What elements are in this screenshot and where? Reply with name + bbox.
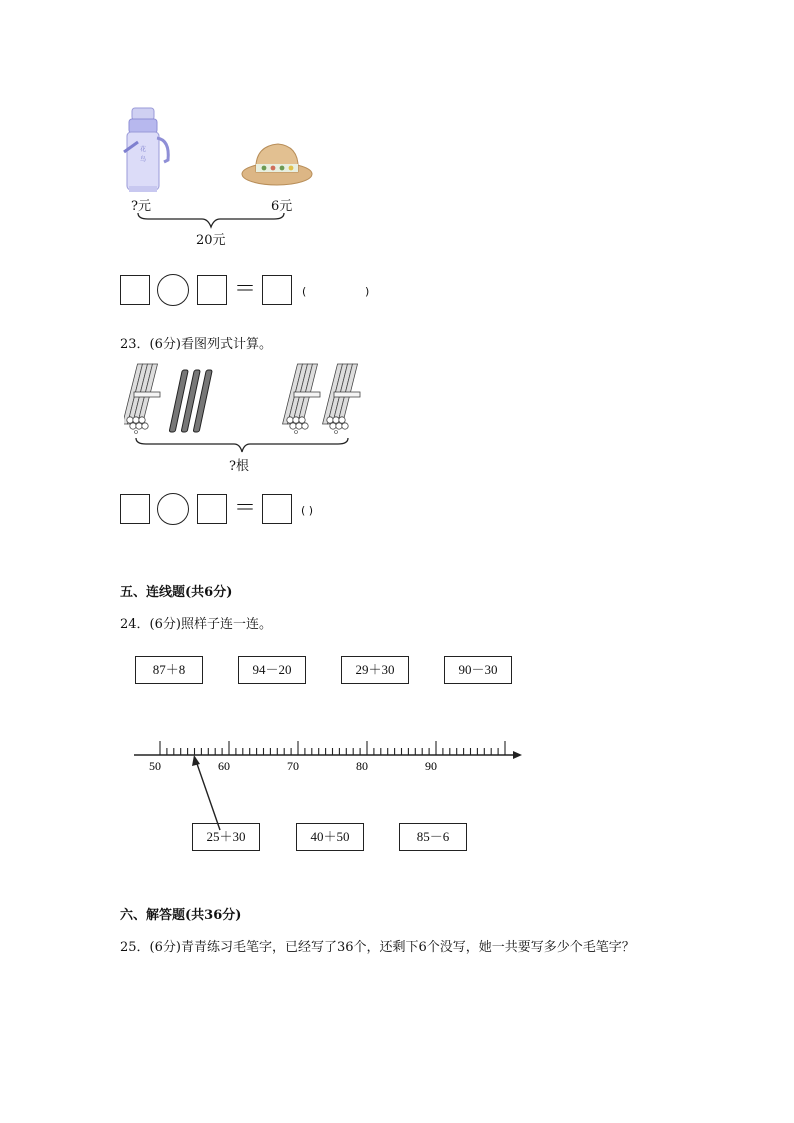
- axis-label: 60: [218, 759, 230, 773]
- axis-label: 90: [425, 759, 437, 773]
- sticks-illustration: [124, 362, 368, 434]
- expression-box[interactable]: 25＋30: [192, 823, 260, 851]
- expression-box[interactable]: 85－6: [399, 823, 467, 851]
- expression-box[interactable]: 29＋30: [341, 656, 409, 684]
- answer-box-2[interactable]: [197, 275, 227, 305]
- axis-label: 70: [287, 759, 299, 773]
- operator-circle[interactable]: [157, 274, 189, 306]
- number-line: [130, 736, 530, 832]
- answer-box-1[interactable]: [120, 275, 150, 305]
- answer-box-result[interactable]: [262, 275, 292, 305]
- q24-title: 24．(6分)照样子连一连。: [120, 617, 272, 632]
- sticks-brace: [134, 436, 350, 454]
- section-title: 五、连线题(共6分): [120, 585, 233, 600]
- thermos-image: [120, 106, 172, 194]
- operator-circle[interactable]: [157, 493, 189, 525]
- flask-price-label: ?元: [131, 199, 151, 214]
- unit-paren-left: (: [302, 285, 307, 298]
- axis-label: 50: [149, 759, 161, 773]
- svg-text:花: 花: [140, 147, 147, 153]
- total-brace: [136, 211, 286, 229]
- equals-sign: ＝: [234, 496, 257, 521]
- equals-sign: ＝: [234, 277, 257, 302]
- expression-box[interactable]: 94－20: [238, 656, 306, 684]
- expression-box[interactable]: 90－30: [444, 656, 512, 684]
- q25-title: 25．(6分)青青练习毛笔字，已经写了36个，还剩下6个没写，她一共要写多少个毛笔字？: [120, 940, 635, 955]
- answer-box-result[interactable]: [262, 494, 292, 524]
- unit-paren: ( ): [301, 504, 314, 517]
- hat-image: [240, 138, 314, 188]
- hat-price-label: 6元: [271, 199, 293, 214]
- sticks-total-label: ?根: [229, 459, 249, 474]
- svg-text:鸟: 鸟: [140, 157, 147, 163]
- total-price-label: 20元: [196, 233, 226, 248]
- section-title: 六、解答题(共36分): [120, 908, 242, 923]
- q23-title: 23．(6分)看图列式计算。: [120, 337, 272, 352]
- expression-box[interactable]: 40＋50: [296, 823, 364, 851]
- axis-label: 80: [356, 759, 368, 773]
- answer-box-2[interactable]: [197, 494, 227, 524]
- expression-box[interactable]: 87＋8: [135, 656, 203, 684]
- answer-box-1[interactable]: [120, 494, 150, 524]
- unit-paren-right: ): [365, 285, 370, 298]
